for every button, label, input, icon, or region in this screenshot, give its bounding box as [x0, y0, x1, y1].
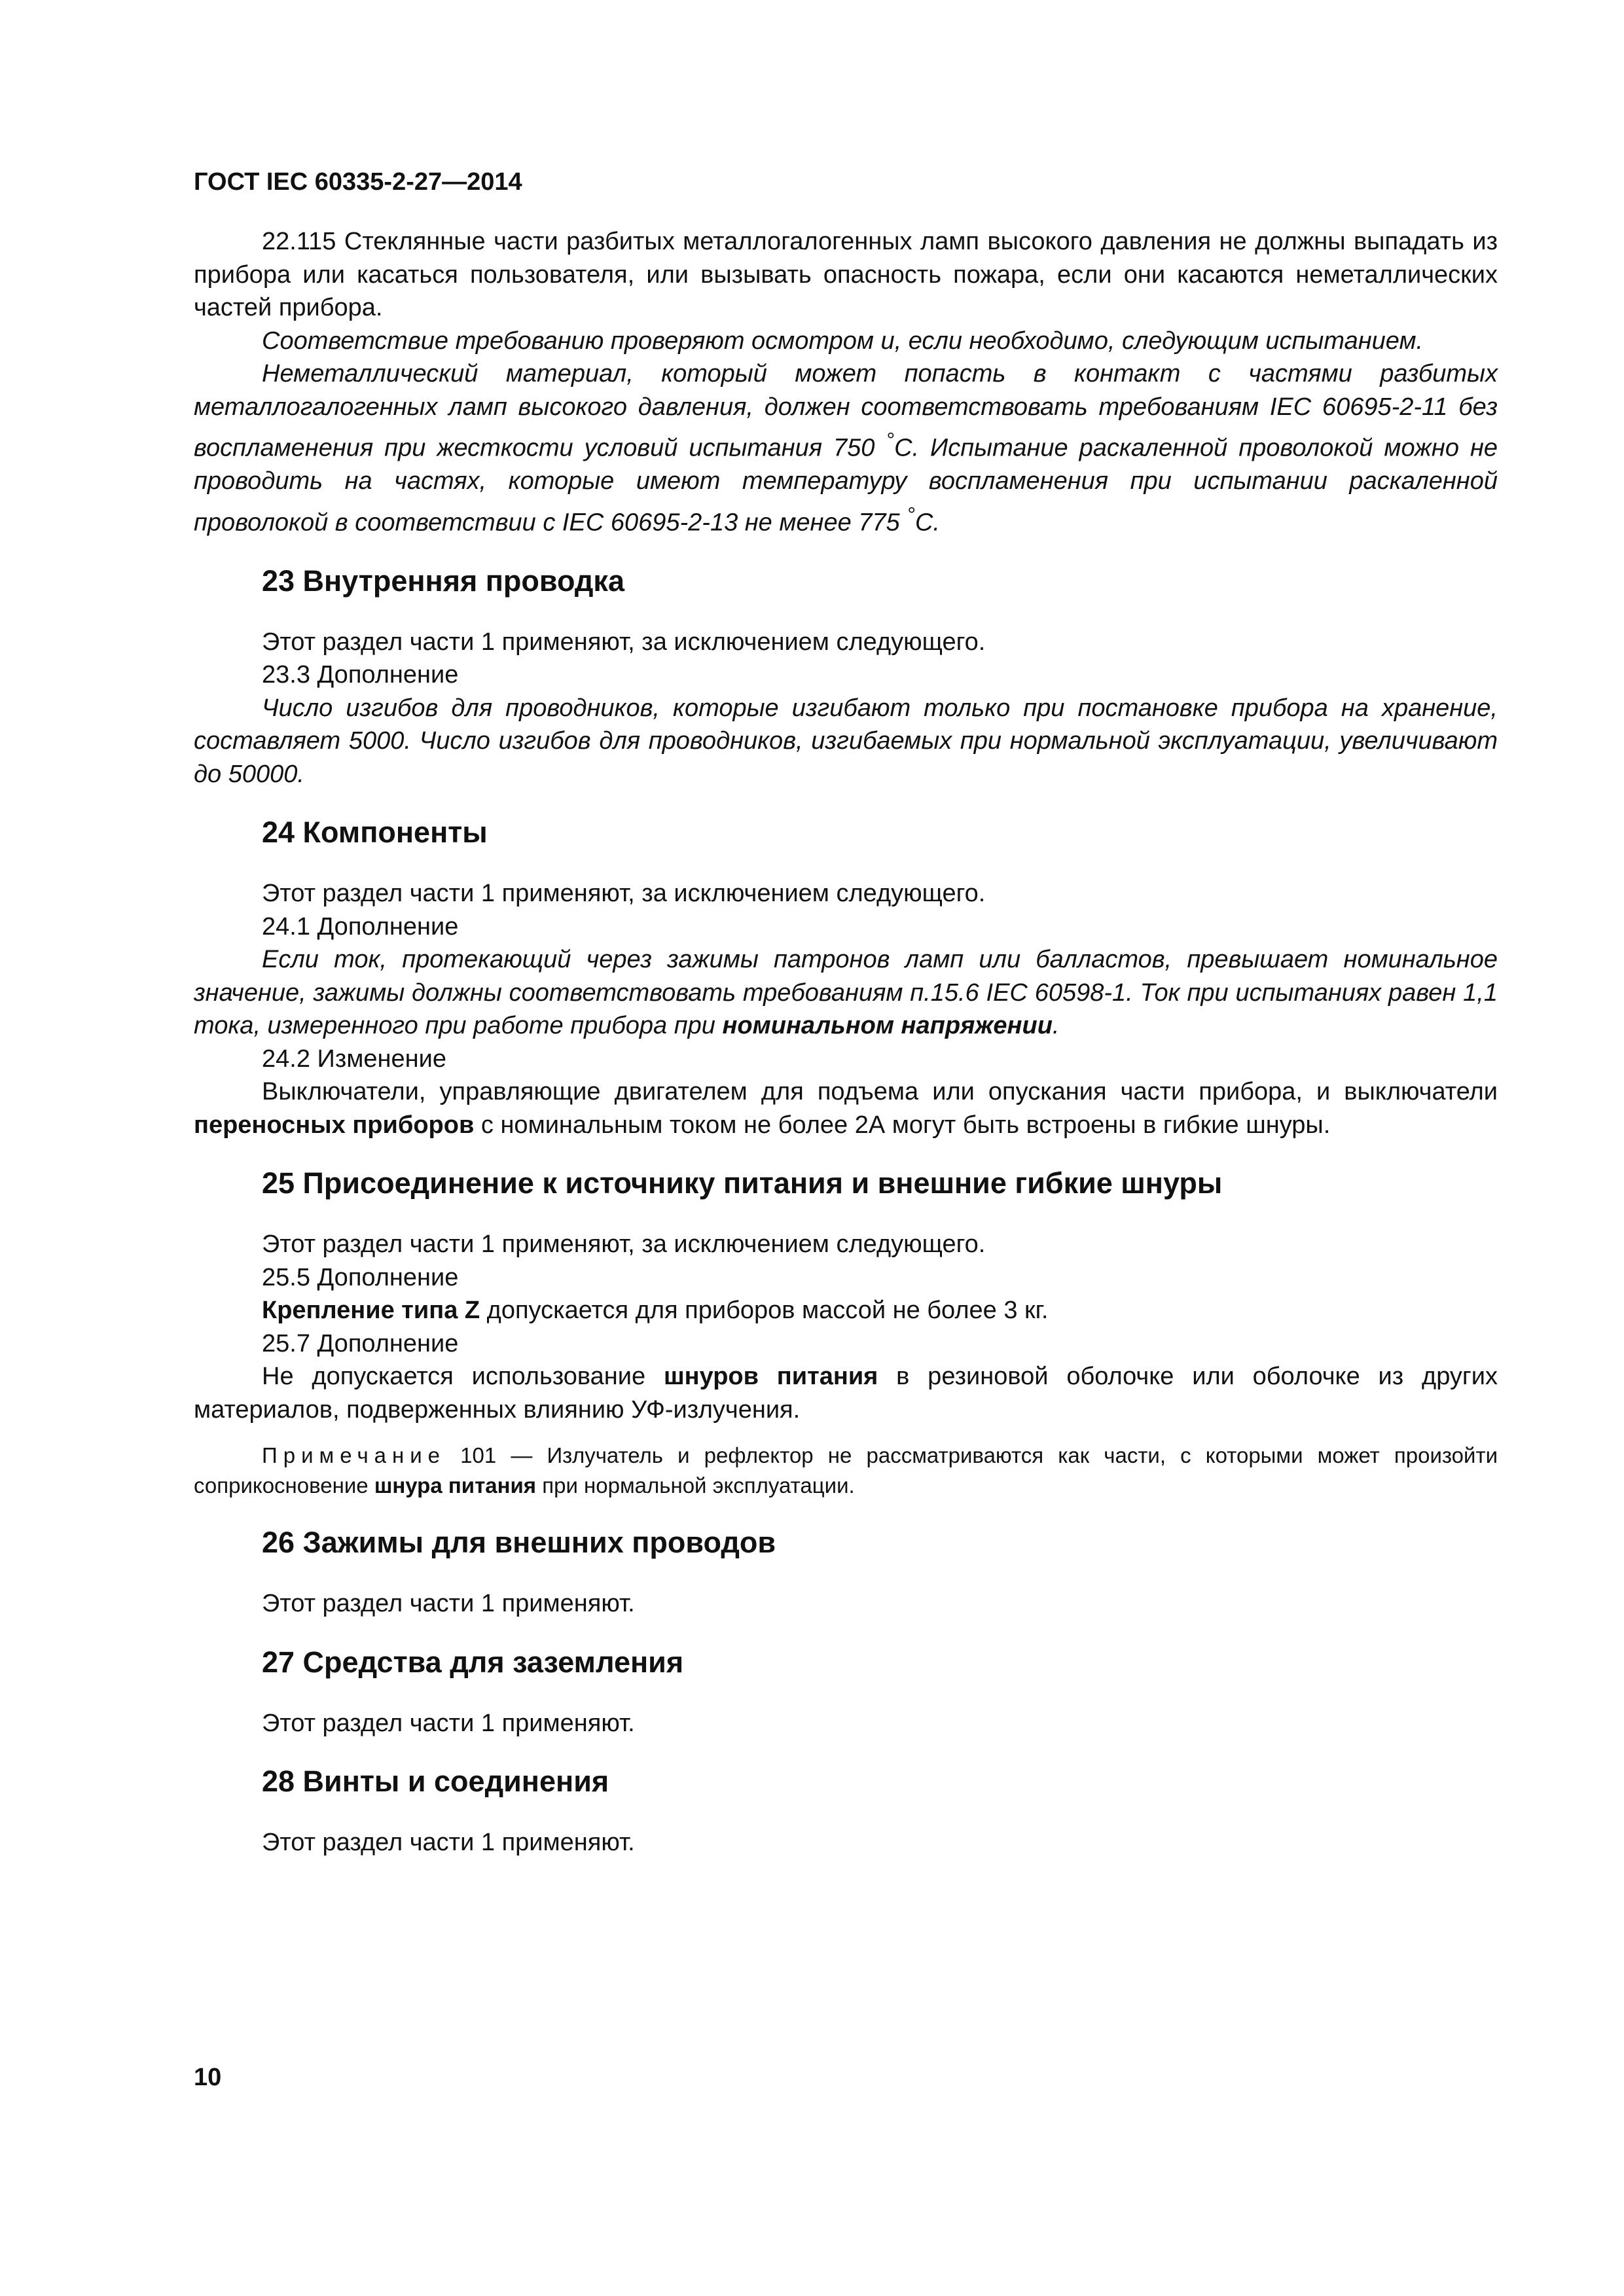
section-heading-25: 25 Присоединение к источнику питания и внешние гибкие шнуры [262, 1166, 1223, 1200]
defined-term: переносных приборов [194, 1111, 475, 1139]
subclause-25-7: 25.7 Дополнение [262, 1329, 459, 1357]
section-heading-27: 27 Средства для заземления [262, 1645, 684, 1679]
defined-term: номинальном напряжении [722, 1012, 1053, 1040]
defined-term: шнуров питания [663, 1363, 878, 1391]
section-25-intro: Этот раздел части 1 применяют, за исключением следующего. [262, 1230, 986, 1259]
subclause-25-5-text [194, 1294, 1498, 1327]
test-text-part3: С. [914, 509, 940, 537]
text-part: допускается для приборов массой не более 3 кг. [480, 1297, 1049, 1325]
text-part: Выключатели, управляющие двигателем для подъема или опускания части прибора, и выключатели [262, 1078, 1498, 1106]
note-101 [194, 1441, 1498, 1501]
section-28-text: Этот раздел части 1 применяют. [262, 1829, 635, 1857]
section-27-text: Этот раздел части 1 применяют. [262, 1709, 635, 1737]
text-part: Если ток, протекающий через зажимы патронов ламп или балластов, превышает номинальное значение, зажимы должны соответствовать требованиям п.15.6 IEC 60598-1. Ток при испытаниях равен 1,1 тока, измеренного при работе прибора при [194, 946, 1498, 1040]
nonmetallic-material-test [194, 357, 1498, 539]
text-part: с номинальным током не более 2А могут быть встроены в гибкие шнуры. [474, 1111, 1331, 1139]
defined-term: шнура питания [374, 1473, 537, 1498]
subclause-23-3: 23.3 Дополнение [262, 661, 459, 689]
compliance-check: Соответствие требованию проверяют осмотром и, если необходимо, следующим испытанием. [262, 327, 1424, 355]
section-23-intro: Этот раздел части 1 применяют, за исключением следующего. [262, 628, 986, 656]
document-body [194, 225, 1498, 1859]
section-heading-28: 28 Винты и соединения [262, 1765, 609, 1799]
subclause-24-1-text [194, 943, 1498, 1043]
section-heading-26: 26 Зажимы для внешних проводов [262, 1526, 776, 1560]
subclause-25-5: 25.5 Дополнение [262, 1263, 459, 1291]
text-part: при нормальной эксплуатации. [536, 1473, 855, 1498]
text-part: Не допускается использование [262, 1363, 664, 1391]
degree-sign: ° [886, 428, 895, 452]
degree-sign: ° [907, 502, 915, 526]
section-heading-23: 23 Внутренняя проводка [262, 564, 624, 598]
subclause-24-1: 24.1 Дополнение [262, 912, 459, 941]
document-header: ГОСТ IEC 60335-2-27—2014 [194, 168, 522, 196]
clause-22-115: 22.115 Стеклянные части разбитых металлогалогенных ламп высокого давления не должны выпадать из прибора или касаться пользователя, или вызывать опасность пожара, если они касаются неметаллических частей прибора. [194, 228, 1498, 321]
text-part: 101 — Излучатель и рефлектор не рассматриваются как части, с которыми может произойти соприкосновение [194, 1443, 1498, 1498]
test-text-part1: Неметаллический материал, который может попасть в контакт с частями разбитых металлогалогенных ламп высокого давления, должен соответствовать требованиям IEC 60695-2-11 без воспламенения при жесткости условий испытания 750 [194, 360, 1498, 462]
defined-term: Крепление типа Z [262, 1297, 480, 1325]
subclause-24-2-text [194, 1075, 1498, 1141]
subclause-25-7-text [194, 1360, 1498, 1426]
note-label: Примечание [262, 1443, 446, 1468]
page-number: 10 [194, 2064, 222, 2091]
test-text-part2: С. Испытание раскаленной проволокой можно не проводить на частях, которые имеют температуру воспламенения при испытании раскаленной проволокой в соответствии с IEC 60695-2-13 не менее 775 [194, 434, 1498, 537]
section-26-text: Этот раздел части 1 применяют. [262, 1590, 635, 1618]
text-part: . [1052, 1012, 1060, 1040]
section-heading-24: 24 Компоненты [262, 816, 488, 850]
subclause-24-2: 24.2 Изменение [262, 1045, 446, 1073]
text-part: в резиновой оболочке или оболочке из других материалов, подверженных влиянию УФ-излучения. [194, 1363, 1498, 1424]
section-24-intro: Этот раздел части 1 применяют, за исключением следующего. [262, 880, 986, 908]
subclause-23-3-text: Число изгибов для проводников, которые изгибают только при постановке прибора на хранение, составляет 5000. Число изгибов для проводников, изгибаемых при нормальной эксплуатации, увеличивают до 50000. [194, 694, 1498, 788]
